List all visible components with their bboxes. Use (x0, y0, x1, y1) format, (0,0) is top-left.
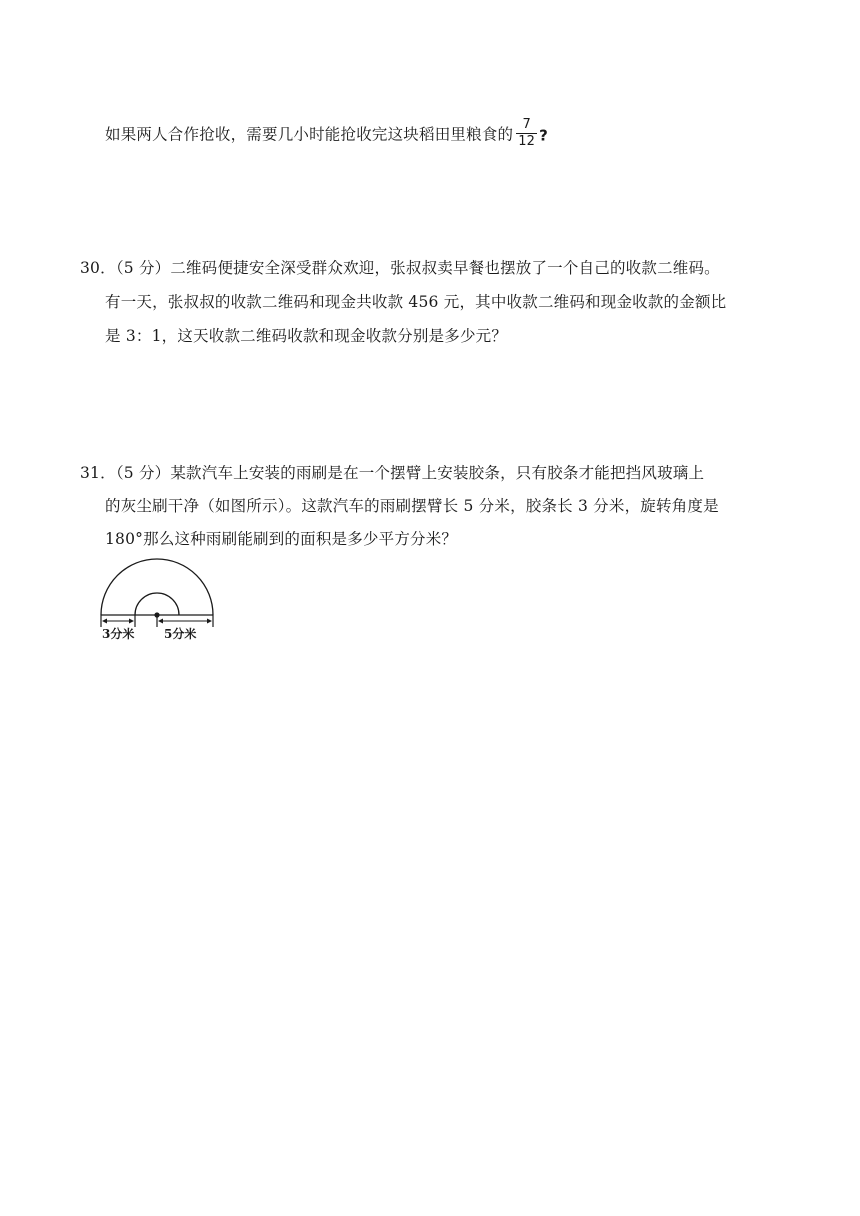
fraction-denominator: 12 (518, 134, 536, 149)
wiper-diagram (96, 553, 220, 649)
fraction-7-12 (516, 118, 537, 149)
arrowhead-5-right (207, 619, 212, 624)
label-5-dm: 5分米 (164, 627, 197, 641)
label-3-dm: 3分米 (102, 627, 135, 641)
q30-line-2: 有一天，张叔叔的收款二维码和现金共收款 456 元，其中收款二维码和现金收款的金额比 (105, 293, 727, 311)
arrowhead-5-left (158, 619, 163, 624)
q31-line-2: 的灰尘刷干净（如图所示）。这款汽车的雨刷摆臂长 5 分米，胶条长 3 分米，旋转角度是 (105, 497, 719, 515)
question-mark: ? (539, 126, 549, 145)
q29-line-1 (105, 117, 549, 151)
wiper-diagram-svg (96, 553, 220, 645)
arrowhead-3-right (129, 619, 134, 624)
q31-line-1: 31．（5 分）某款汽车上安装的雨刷是在一个摆臂上安装胶条，只有胶条才能把挡风玻璃上 (80, 464, 705, 482)
outer-arc (101, 559, 213, 615)
q31-line-3: 180°那么这种雨刷能刷到的面积是多少平方分米？ (105, 530, 458, 548)
fraction-numerator: 7 (522, 117, 531, 132)
q29-text: 如果两人合作抢收，需要几小时能抢收完这块稻田里粮食的 (105, 125, 514, 144)
q30-line-3: 是 3：1，这天收款二维码收款和现金收款分别是多少元？ (105, 327, 508, 345)
arrowhead-3-left (102, 619, 107, 624)
inner-arc (135, 593, 179, 615)
q30-line-1: 30．（5 分）二维码便捷安全深受群众欢迎，张叔叔卖早餐也摆放了一个自己的收款二维码。 (80, 259, 720, 277)
